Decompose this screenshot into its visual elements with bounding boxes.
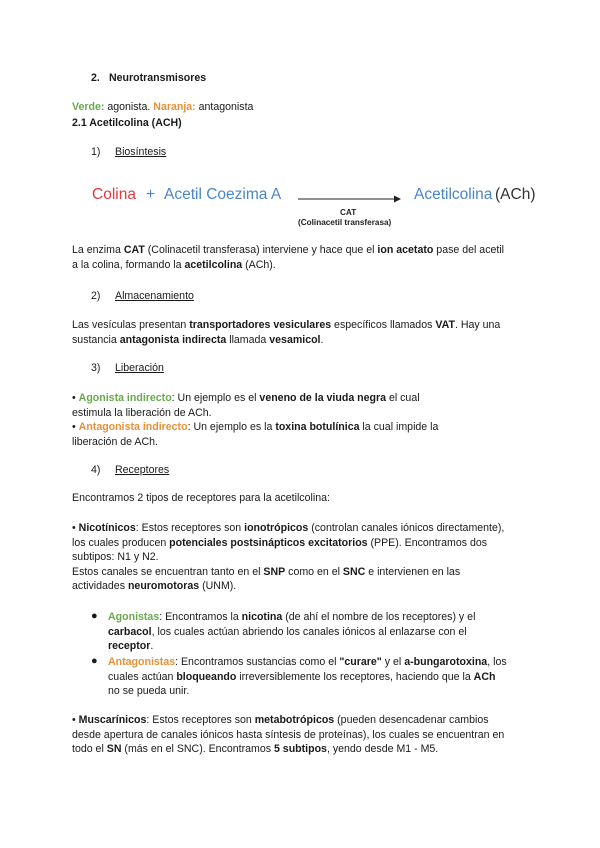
section-number: 2. [91, 72, 100, 84]
item-number: 2) [91, 290, 101, 302]
item-title: Biosíntesis [115, 146, 167, 158]
antagonistas-block [108, 655, 558, 699]
reaction-arrow-icon [298, 194, 402, 204]
text: la cual impide la [359, 421, 439, 434]
bold-text: neuromotoras [127, 580, 200, 593]
text: . [150, 640, 154, 653]
bullet-icon: ● [91, 655, 98, 667]
text: , los cuales actúan abriendo los canales iónicos al enlazarse con el [151, 625, 467, 638]
diagram-plus: + [146, 186, 156, 203]
bold-text: SN [106, 743, 122, 756]
text: llamada [226, 333, 270, 346]
legend-green-text: agonista. [107, 101, 151, 113]
item-title: Receptores [115, 464, 170, 476]
diagram-colina: Colina [92, 186, 136, 203]
text: y el [381, 656, 405, 668]
text: todo el [72, 743, 107, 756]
text: : Encontramos sustancias como el [175, 656, 340, 668]
text: a la colina, formando la [72, 258, 185, 271]
text: Las vesículas presentan [72, 319, 190, 331]
text: (UNM). [199, 580, 237, 593]
agonista-indirecto-label: Agonista indirecto [78, 392, 172, 404]
bold-text: receptor [108, 640, 151, 653]
text: : Encontramos la [159, 611, 242, 623]
bullet-icon: • [72, 392, 76, 404]
item-title: Almacenamiento [115, 290, 194, 302]
text: . Hay una [454, 319, 501, 331]
item-number: 4) [91, 464, 101, 476]
text: específicos llamados [331, 319, 436, 331]
item-title: Liberación [115, 362, 164, 374]
legend-green-label: Verde: [72, 101, 105, 113]
bold-text: vesamicol [269, 333, 321, 346]
agonistas-block [108, 610, 558, 654]
bold-text: antagonista indirecta [119, 333, 227, 346]
bold-text: ACh [473, 670, 496, 683]
subsection-title: 2.1 Acetilcolina (ACH) [72, 117, 182, 129]
text: Estos canales se encuentran tanto en el [72, 565, 264, 578]
diagram-product: Acetilcolina [414, 186, 493, 203]
text: e intervienen en las [365, 565, 461, 578]
text: irreversiblemente los receptores, haciendo que la [236, 670, 474, 683]
bold-text: metabotrópicos [254, 714, 335, 726]
item-receptores [91, 464, 169, 476]
text: (PPE). Encontramos dos [367, 536, 488, 549]
text: sustancia [72, 333, 120, 346]
text: no se pueda unir. [108, 685, 190, 698]
bullet-icon: ● [91, 610, 98, 622]
text: (controlan canales iónicos directamente), [308, 522, 505, 534]
bullet-icon: • [72, 522, 76, 534]
bold-text: veneno de la viuda negra [259, 392, 386, 404]
text: , yendo desde M1 - M5. [326, 743, 439, 756]
diagram-enzyme: CAT [340, 208, 357, 217]
color-legend [72, 101, 253, 113]
diagram-product-abbr: (ACh) [495, 186, 536, 203]
bold-text: 5 subtipos [273, 743, 327, 756]
text: (pueden desencadenar cambios [334, 714, 489, 726]
muscarinicos-block [72, 713, 557, 757]
text: (Colinacetil transferasa) interviene y hace que el [144, 244, 378, 256]
text: (ACh). [242, 258, 276, 271]
text: actividades [72, 580, 128, 593]
text: estimula la liberación de ACh. [72, 406, 212, 419]
diagram-enzyme-full: (Colinacetil transferasa) [298, 218, 392, 227]
antagonista-indirecto-label: Antagonista indirecto [78, 421, 188, 434]
bold-text: acetilcolina [184, 258, 243, 271]
almacenamiento-paragraph [72, 318, 542, 347]
bold-text: potenciales postsinápticos excitatorios [169, 536, 368, 549]
bold-text: bloqueando [176, 670, 237, 683]
text: : Un ejemplo es el [171, 392, 260, 404]
bold-text: nicotina [241, 611, 283, 623]
text: cuales actúan [108, 670, 177, 683]
text: subtipos: N1 y N2. [72, 551, 159, 564]
text: : Un ejemplo es la [187, 421, 276, 434]
item-number: 1) [91, 146, 101, 158]
biosynthesis-diagram [90, 186, 536, 232]
bold-text: a-bungarotoxina [404, 656, 488, 668]
bullet-icon: • [72, 714, 76, 726]
text: . [320, 333, 324, 346]
diagram-acetil: Acetil Coezima A [164, 186, 282, 203]
item-liberacion [91, 362, 164, 374]
antagonistas-label: Antagonistas [108, 656, 176, 668]
bold-text: VAT [435, 319, 455, 331]
item-biosintesis [91, 146, 166, 158]
text: desde apertura de canales iónicos hasta síntesis de proteínas), los cuales se encuentran en [72, 728, 505, 741]
biosintesis-paragraph [72, 243, 542, 272]
item-almacenamiento [91, 290, 194, 302]
text: (más en el SNC). Encontramos [121, 743, 274, 756]
receptores-intro: Encontramos 2 tipos de receptores para la acetilcolina: [72, 492, 330, 504]
text: los cuales producen [72, 536, 170, 549]
text: : Estos receptores son [146, 714, 255, 726]
text: (de ahí el nombre de los receptores) y el [282, 611, 476, 623]
legend-orange-label: Naranja: [153, 101, 196, 113]
bold-text: SNP [263, 565, 286, 578]
text: liberación de ACh. [72, 435, 158, 448]
agonistas-label: Agonistas [108, 611, 160, 623]
legend-orange-text: antagonista [198, 101, 254, 113]
text: como en el [285, 565, 343, 578]
nicotinicos-label: Nicotínicos [78, 522, 136, 534]
muscarinicos-label: Muscarínicos [78, 714, 147, 726]
nicotinicos-block [72, 521, 552, 594]
text: pase del acetil [433, 244, 505, 256]
section-heading [91, 72, 206, 84]
bold-text: "curare" [339, 656, 382, 668]
bold-text: transportadores vesiculares [189, 319, 332, 331]
section-title: Neurotransmisores [109, 72, 207, 84]
bold-text: SNC [342, 565, 366, 578]
bold-text: carbacol [108, 625, 152, 638]
item-number: 3) [91, 362, 101, 374]
text: La enzima [72, 244, 124, 256]
bold-text: ionotrópicos [244, 522, 309, 534]
bold-text: toxina botulínica [275, 421, 360, 434]
bold-text: ion acetato [377, 244, 434, 256]
bold-text: CAT [123, 244, 145, 256]
text: , los [487, 656, 507, 668]
liberacion-block [72, 391, 542, 449]
text: : Estos receptores son [135, 522, 245, 534]
text: el cual [386, 392, 420, 404]
bullet-icon: • [72, 421, 76, 434]
